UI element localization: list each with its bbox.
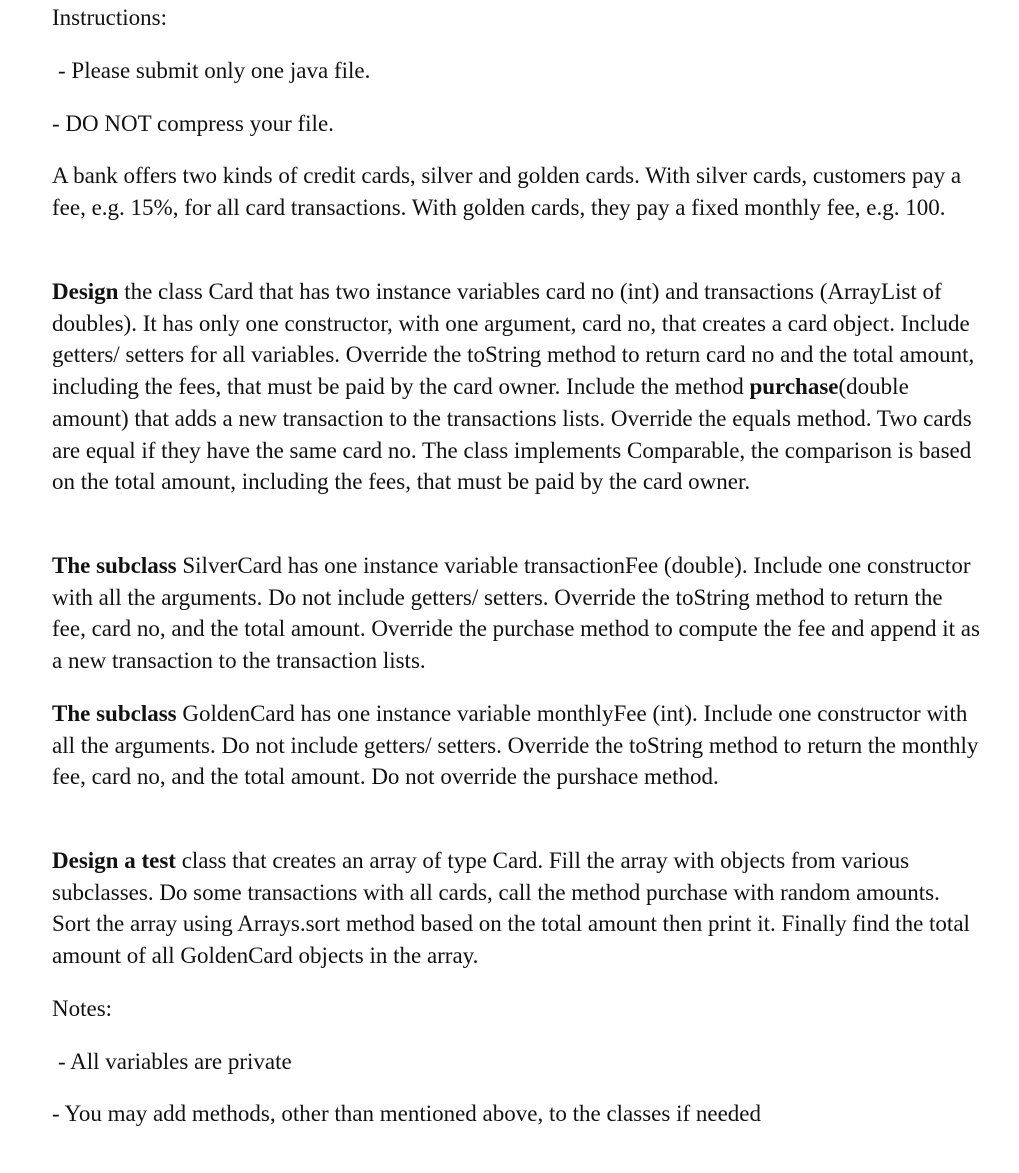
test-lead: Design a test	[52, 848, 176, 873]
instructions-heading: Instructions:	[52, 5, 167, 30]
note-item-private: - All variables are private	[58, 1049, 292, 1074]
intro-paragraph: A bank offers two kinds of credit cards, silver and golden cards. With silver cards, customers pay a fee, e.g. 15%, for all card transactions. With golden cards, they pay a fixed monthly fee, e.g. 100.	[52, 163, 962, 220]
instruction-item-no-compress: - DO NOT compress your file.	[52, 111, 334, 136]
instruction-item-single-file: - Please submit only one java file.	[58, 58, 371, 83]
test-body: class that creates an array of type Card. Fill the array with objects from various subclasses. Do some transactions with all cards, call the method purchase with random amounts. Sort the array using Arrays.sort method based on the total amount then print it. Finally find the total amount of all GoldenCard objects in the array.	[52, 848, 970, 969]
notes-heading: Notes:	[52, 996, 113, 1021]
note-item-add-methods: - You may add methods, other than mentioned above, to the classes if needed	[52, 1101, 762, 1126]
card-body-part1: the class Card that has two instance variables card no (int) and transactions (ArrayList of doubles). It has only one constructor, with one argument, card no, that creates a card object. Include getters/ setters for all variables. Override the toString method to return card no and the total amount, including the fees, that must be paid by the card owner. Include the method	[52, 279, 975, 400]
silver-card-paragraph	[52, 550, 982, 677]
golden-body: GoldenCard has one instance variable monthlyFee (int). Include one constructor with all the arguments. Do not include getters/ setters. Override the toString method to return the monthly fee, card no, and the total amount. Do not override the purshace method.	[52, 701, 979, 790]
card-body-part2: (double amount) that adds a new transaction to the transactions lists. Override the equals method. Two cards are equal if they have the same card no. The class implements Comparable, the comparison is based on the total amount, including the fees, that must be paid by the card owner.	[52, 374, 972, 495]
card-class-paragraph	[52, 276, 982, 498]
golden-card-paragraph	[52, 698, 982, 793]
silver-body: SilverCard has one instance variable transactionFee (double). Include one constructor with all the arguments. Do not include getters/ setters. Override the toString method to return the fee, card no, and the total amount. Override the purchase method to compute the fee and append it as a new transaction to the transaction lists.	[52, 553, 980, 674]
test-class-paragraph	[52, 845, 982, 972]
card-lead: Design	[52, 279, 119, 304]
golden-lead: The subclass	[52, 701, 177, 726]
silver-lead: The subclass	[52, 553, 177, 578]
card-purchase-method: purchase	[749, 374, 839, 400]
